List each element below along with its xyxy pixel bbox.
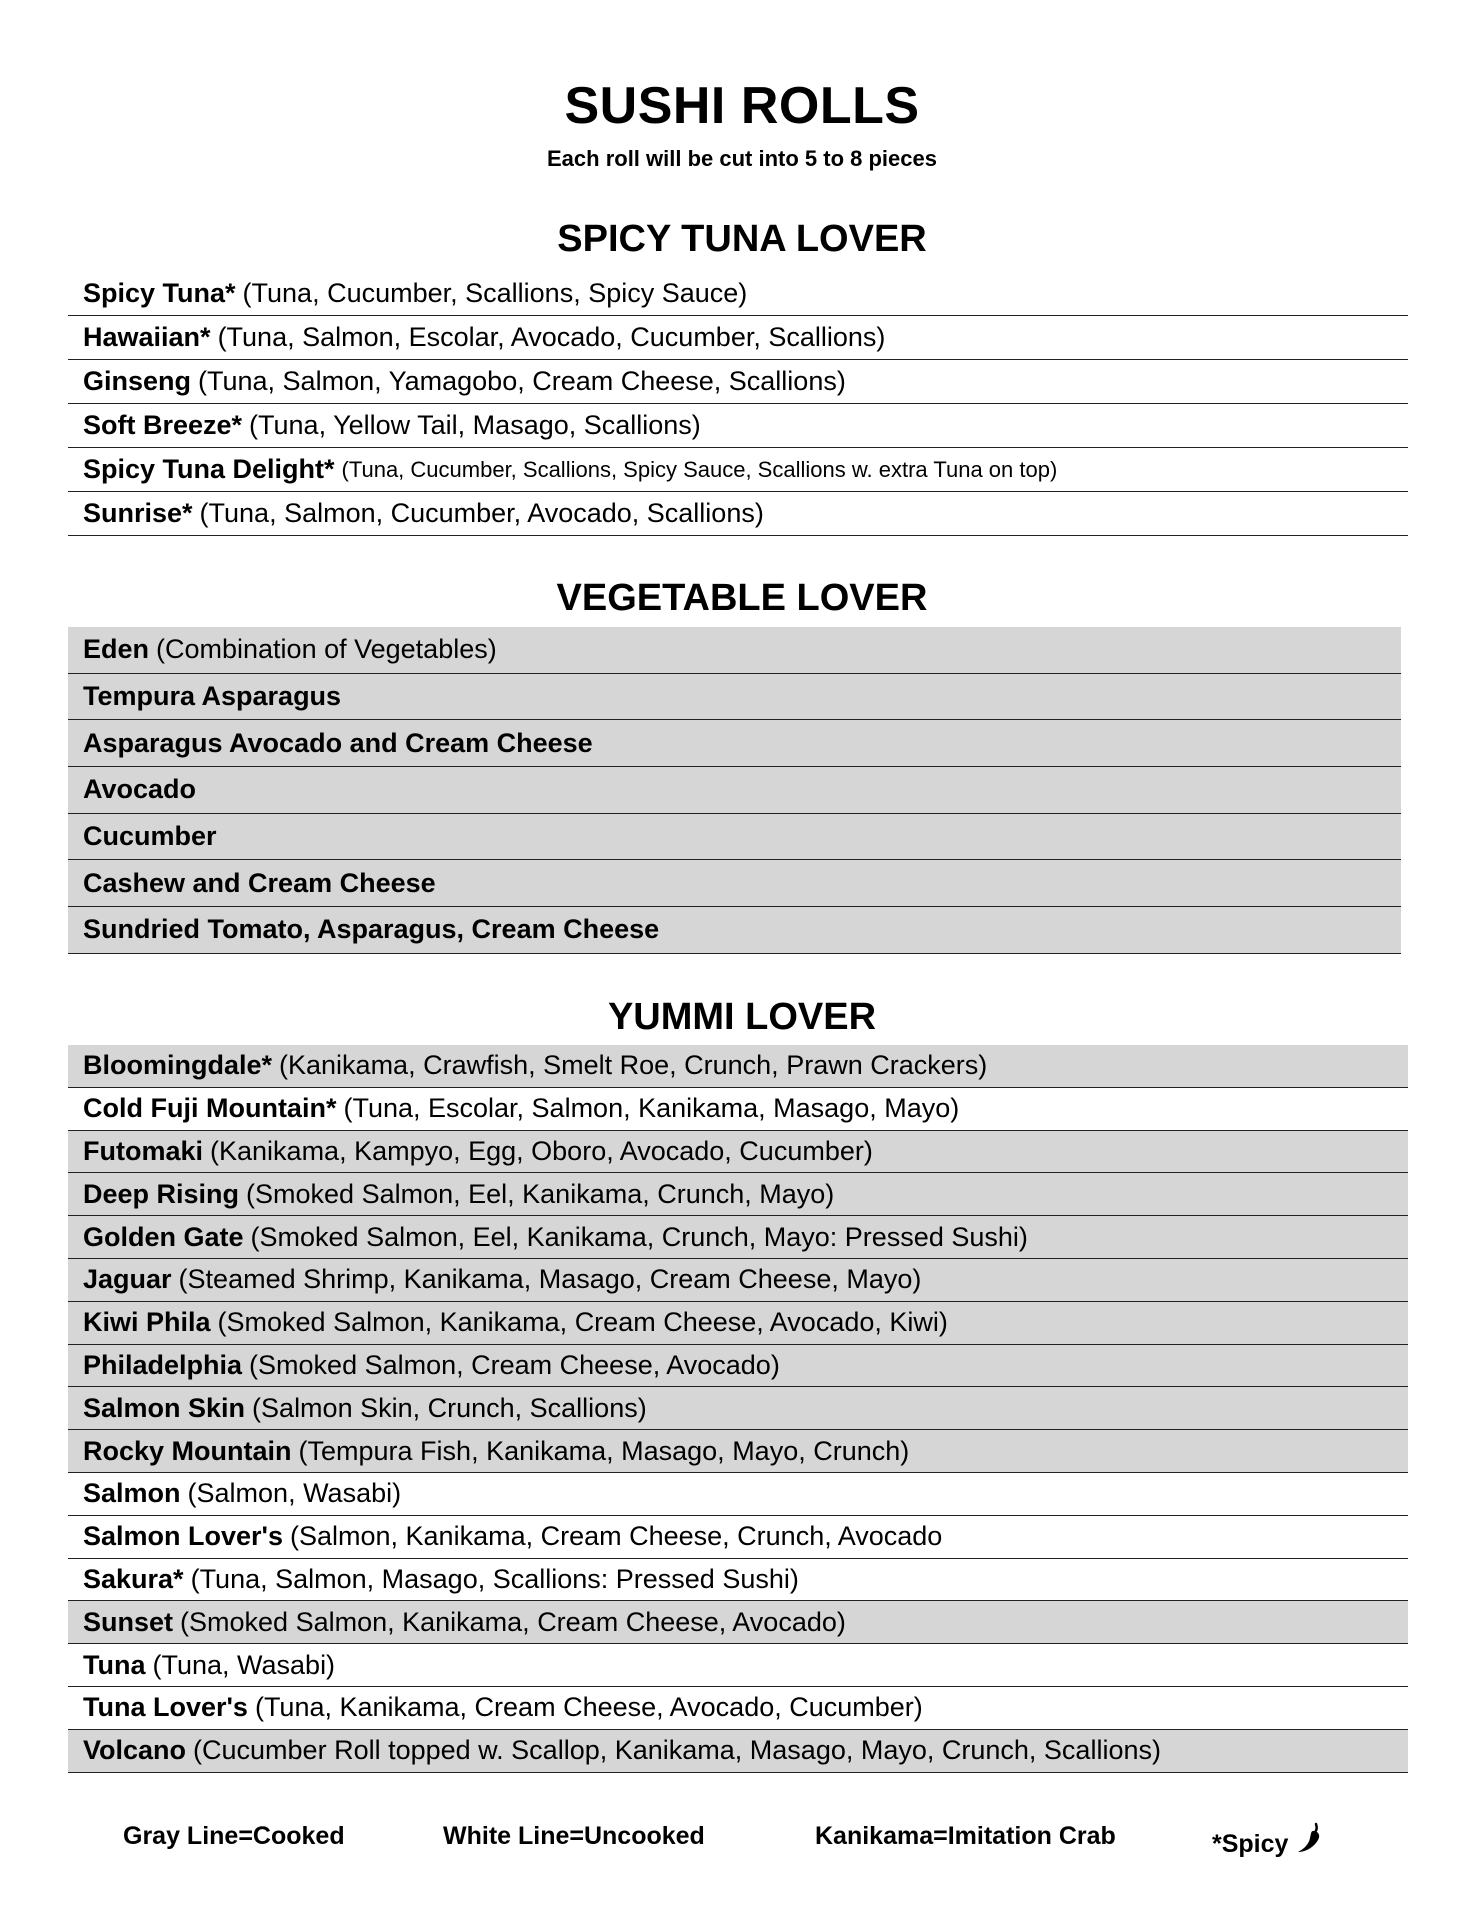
roll-ingredients: (Steamed Shrimp, Kanikama, Masago, Cream Cheese, Mayo) bbox=[178, 1264, 922, 1295]
menu-row bbox=[68, 1430, 1408, 1473]
roll-ingredients: (Tuna, Salmon, Yamagobo, Cream Cheese, Scallions) bbox=[198, 366, 846, 396]
menu-row bbox=[68, 1302, 1408, 1345]
legend-white: White Line=Uncooked bbox=[443, 1822, 705, 1850]
page-title: SUSHI ROLLS bbox=[564, 77, 920, 135]
menu-row bbox=[68, 1259, 1408, 1302]
roll-name: Sunset bbox=[83, 1606, 174, 1637]
menu-row bbox=[68, 492, 1408, 536]
roll-name: Bloomingdale* bbox=[83, 1050, 273, 1081]
roll-name: Tuna Lover's bbox=[83, 1692, 248, 1723]
roll-name: Sundried Tomato, Asparagus, Cream Cheese bbox=[83, 914, 660, 945]
menu-row bbox=[68, 1173, 1408, 1216]
roll-ingredients: (Tuna, Yellow Tail, Masago, Scallions) bbox=[249, 410, 701, 440]
roll-name: Rocky Mountain bbox=[83, 1435, 292, 1466]
legend-spicy bbox=[1212, 1822, 1326, 1863]
roll-name: Cucumber bbox=[83, 821, 217, 852]
legend-kanikama: Kanikama=Imitation Crab bbox=[815, 1822, 1116, 1850]
roll-ingredients: (Salmon, Wasabi) bbox=[187, 1478, 402, 1509]
roll-name: Golden Gate bbox=[83, 1221, 244, 1252]
roll-name: Spicy Tuna* bbox=[83, 278, 236, 308]
menu-row bbox=[68, 1473, 1408, 1516]
roll-name: Deep Rising bbox=[83, 1178, 240, 1209]
roll-name: Sakura* bbox=[83, 1563, 184, 1594]
roll-ingredients: (Tuna, Wasabi) bbox=[152, 1649, 336, 1680]
menu-row bbox=[68, 767, 1401, 814]
menu-row bbox=[68, 1730, 1408, 1773]
roll-ingredients: (Combination of Vegetables) bbox=[156, 634, 497, 665]
roll-ingredients: (Tuna, Kanikama, Cream Cheese, Avocado, Cucumber) bbox=[254, 1692, 923, 1723]
menu-row bbox=[68, 316, 1408, 360]
roll-name: Tempura Asparagus bbox=[83, 681, 342, 712]
vegetable-list bbox=[68, 627, 1401, 954]
roll-name: Salmon bbox=[83, 1478, 181, 1509]
roll-name: Asparagus Avocado and Cream Cheese bbox=[83, 727, 593, 758]
roll-name: Eden bbox=[83, 634, 150, 665]
menu-row bbox=[68, 360, 1408, 404]
roll-name: Salmon Lover's bbox=[83, 1521, 283, 1552]
menu-row bbox=[68, 907, 1401, 954]
legend-gray: Gray Line=Cooked bbox=[123, 1822, 345, 1850]
menu-row bbox=[68, 674, 1401, 721]
menu-row bbox=[68, 860, 1401, 907]
roll-ingredients: (Tuna, Salmon, Masago, Scallions: Pressed Sushi) bbox=[190, 1563, 799, 1594]
roll-ingredients: (Tuna, Cucumber, Scallions, Spicy Sauce) bbox=[242, 278, 748, 308]
section-title-spicy-tuna: SPICY TUNA LOVER bbox=[557, 218, 927, 260]
roll-ingredients: (Salmon, Kanikama, Cream Cheese, Crunch, Avocado bbox=[289, 1521, 943, 1552]
section-title-yummi: YUMMI LOVER bbox=[607, 996, 877, 1038]
roll-ingredients: (Kanikama, Crawfish, Smelt Roe, Crunch, Prawn Crackers) bbox=[279, 1050, 988, 1081]
menu-row bbox=[68, 627, 1401, 674]
roll-ingredients: (Smoked Salmon, Cream Cheese, Avocado) bbox=[249, 1349, 780, 1380]
menu-row bbox=[68, 1559, 1408, 1602]
menu-row bbox=[68, 1687, 1408, 1730]
roll-name: Cold Fuji Mountain* bbox=[83, 1093, 337, 1124]
roll-ingredients: (Smoked Salmon, Kanikama, Cream Cheese, Avocado) bbox=[180, 1606, 846, 1637]
roll-name: Salmon Skin bbox=[83, 1392, 246, 1423]
menu-row bbox=[68, 814, 1401, 861]
chili-pepper-icon bbox=[1296, 1822, 1326, 1863]
roll-name: Futomaki bbox=[83, 1135, 204, 1166]
menu-row bbox=[68, 272, 1408, 316]
section-title-vegetable: VEGETABLE LOVER bbox=[556, 577, 928, 619]
roll-name: Spicy Tuna Delight* bbox=[83, 454, 335, 484]
menu-row bbox=[68, 1045, 1408, 1088]
menu-row bbox=[68, 1516, 1408, 1559]
menu-row bbox=[68, 1345, 1408, 1388]
roll-name: Jaguar bbox=[83, 1264, 172, 1295]
roll-name: Soft Breeze* bbox=[83, 410, 243, 440]
menu-row bbox=[68, 404, 1408, 448]
spicy-tuna-list bbox=[68, 272, 1408, 536]
legend-spicy-label: *Spicy bbox=[1212, 1830, 1289, 1858]
menu-row bbox=[68, 1601, 1408, 1644]
menu-row bbox=[68, 1387, 1408, 1430]
roll-ingredients: (Tuna, Salmon, Escolar, Avocado, Cucumber, Scallions) bbox=[217, 322, 886, 352]
roll-name: Sunrise* bbox=[83, 498, 193, 528]
roll-ingredients: (Smoked Salmon, Eel, Kanikama, Crunch, Mayo) bbox=[246, 1178, 835, 1209]
roll-ingredients: (Smoked Salmon, Kanikama, Cream Cheese, Avocado, Kiwi) bbox=[217, 1307, 948, 1338]
menu-row bbox=[68, 1216, 1408, 1259]
roll-ingredients: (Salmon Skin, Crunch, Scallions) bbox=[252, 1392, 647, 1423]
roll-name: Tuna bbox=[83, 1649, 146, 1680]
menu-row bbox=[68, 1644, 1408, 1687]
roll-name: Kiwi Phila bbox=[83, 1307, 211, 1338]
roll-ingredients: (Tuna, Escolar, Salmon, Kanikama, Masago, Mayo) bbox=[343, 1093, 960, 1124]
roll-ingredients: (Cucumber Roll topped w. Scallop, Kanikama, Masago, Mayo, Crunch, Scallions) bbox=[193, 1735, 1161, 1766]
roll-name: Philadelphia bbox=[83, 1349, 243, 1380]
menu-row bbox=[68, 448, 1408, 492]
page-subtitle: Each roll will be cut into 5 to 8 pieces bbox=[547, 146, 937, 171]
roll-ingredients: (Tuna, Cucumber, Scallions, Spicy Sauce, Scallions w. extra Tuna on top) bbox=[341, 456, 1058, 482]
menu-row bbox=[68, 1131, 1408, 1174]
roll-name: Avocado bbox=[83, 774, 197, 805]
menu-row bbox=[68, 720, 1401, 767]
yummi-list bbox=[68, 1045, 1408, 1773]
roll-name: Ginseng bbox=[83, 366, 192, 396]
roll-name: Hawaiian* bbox=[83, 322, 211, 352]
roll-name: Volcano bbox=[83, 1735, 187, 1766]
roll-ingredients: (Smoked Salmon, Eel, Kanikama, Crunch, Mayo: Pressed Sushi) bbox=[250, 1221, 1028, 1252]
roll-ingredients: (Tuna, Salmon, Cucumber, Avocado, Scallions) bbox=[199, 498, 764, 528]
roll-ingredients: (Kanikama, Kampyo, Egg, Oboro, Avocado, Cucumber) bbox=[210, 1135, 873, 1166]
roll-ingredients: (Tempura Fish, Kanikama, Masago, Mayo, Crunch) bbox=[298, 1435, 910, 1466]
menu-row bbox=[68, 1088, 1408, 1131]
roll-name: Cashew and Cream Cheese bbox=[83, 867, 436, 898]
